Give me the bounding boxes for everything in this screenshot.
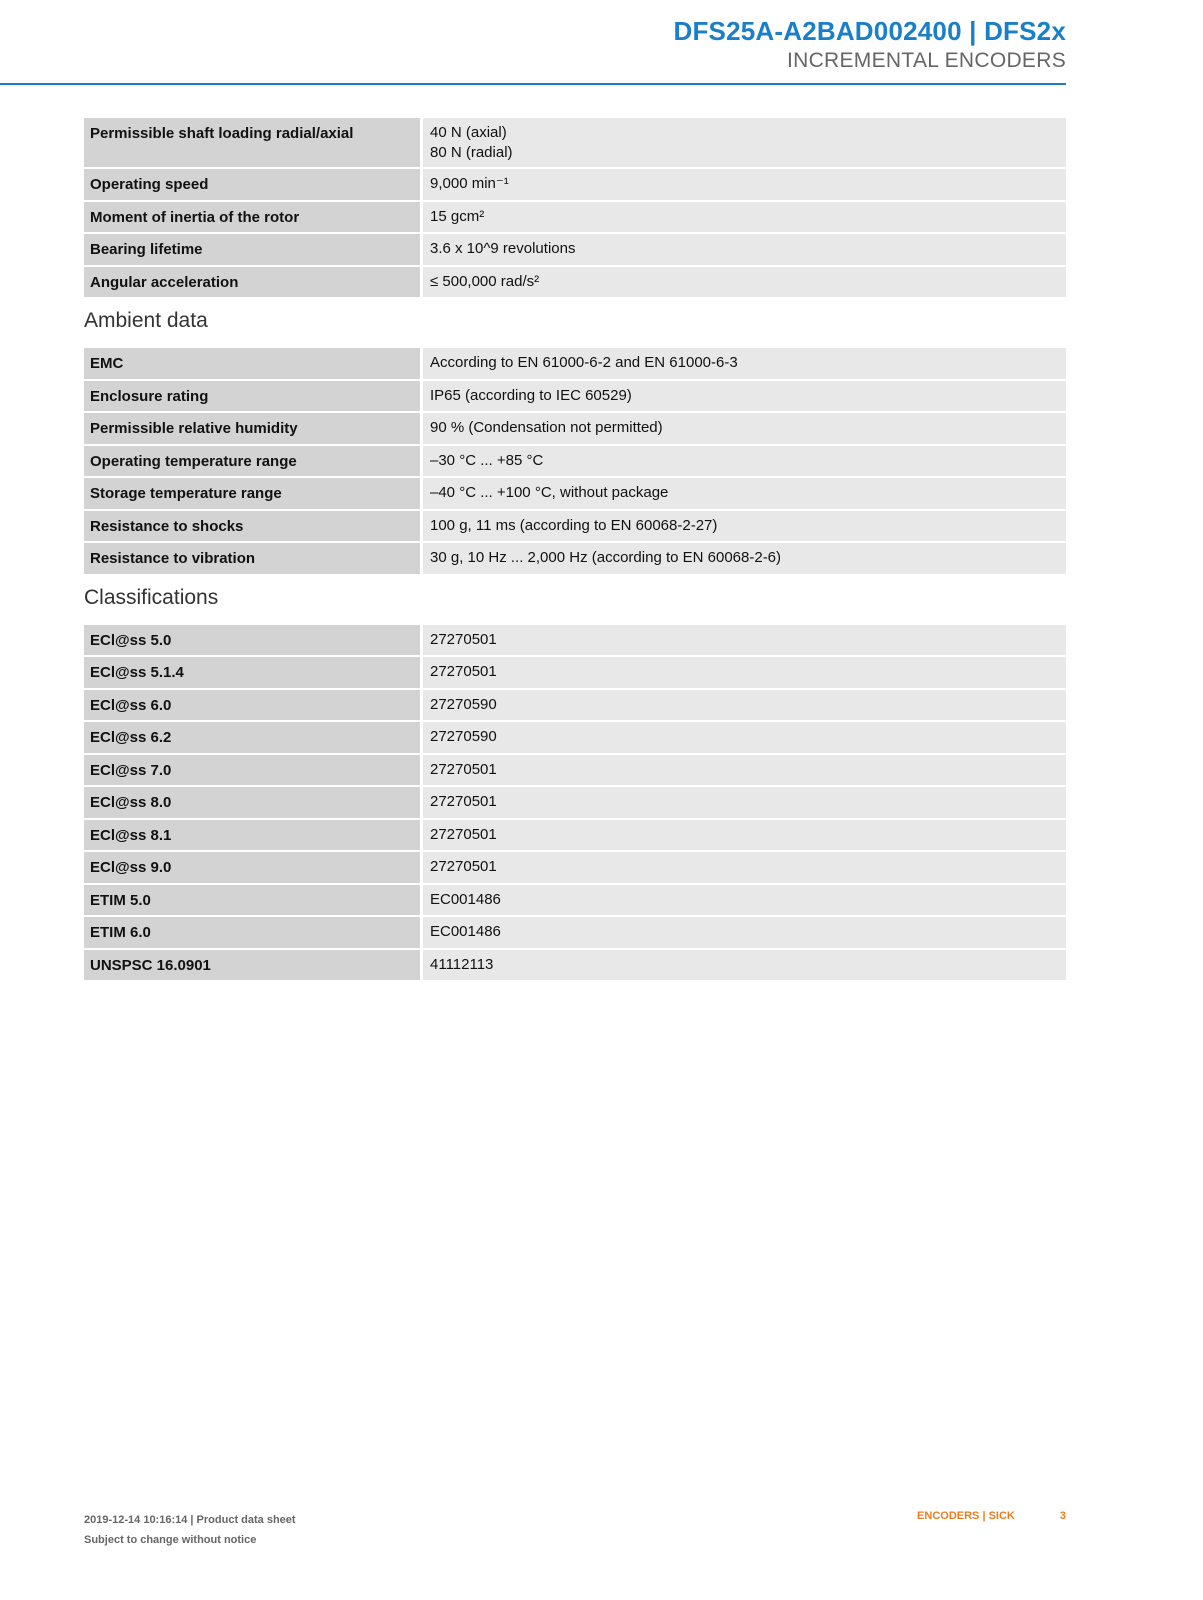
spec-label: ECl@ss 6.2 [84, 722, 423, 753]
spec-label: Permissible shaft loading radial/axial [84, 118, 423, 167]
spec-value: ≤ 500,000 rad/s² [423, 267, 1066, 298]
spec-value: 90 % (Condensation not permitted) [423, 413, 1066, 444]
product-title: DFS25A-A2BAD002400 | DFS2x [673, 16, 1066, 46]
spec-label: Operating temperature range [84, 446, 423, 477]
table-row [84, 625, 1066, 656]
table-row [84, 234, 1066, 265]
ambient-table [84, 346, 1066, 576]
spec-label: ETIM 6.0 [84, 917, 423, 948]
spec-value: –30 °C ... +85 °C [423, 446, 1066, 477]
table-row [84, 202, 1066, 233]
table-row [84, 267, 1066, 298]
spec-label: ETIM 5.0 [84, 885, 423, 916]
table-row [84, 413, 1066, 444]
spec-value: 27270501 [423, 787, 1066, 818]
spec-value-line: 40 N (axial) [430, 124, 507, 141]
header-divider [0, 83, 1066, 85]
spec-value: 30 g, 10 Hz ... 2,000 Hz (according to EN 60068-2-6) [423, 543, 1066, 574]
table-row [84, 690, 1066, 721]
table-row [84, 885, 1066, 916]
spec-value: EC001486 [423, 885, 1066, 916]
page-footer-left [84, 1510, 296, 1550]
spec-value: 41112113 [423, 950, 1066, 981]
spec-value-line: 80 N (radial) [430, 143, 513, 161]
table-row [84, 543, 1066, 574]
table-row [84, 852, 1066, 883]
datasheet-content [84, 118, 1066, 980]
table-row [84, 657, 1066, 688]
spec-value: According to EN 61000-6-2 and EN 61000-6-3 [423, 348, 1066, 379]
spec-label: ECl@ss 6.0 [84, 690, 423, 721]
table-row [84, 917, 1066, 948]
section-heading-ambient: Ambient data [84, 309, 208, 332]
spec-label: ECl@ss 5.1.4 [84, 657, 423, 688]
spec-value: 100 g, 11 ms (according to EN 60068-2-27) [423, 511, 1066, 542]
spec-value: IP65 (according to IEC 60529) [423, 381, 1066, 412]
table-row [84, 950, 1066, 981]
product-category: INCREMENTAL ENCODERS [786, 49, 1066, 72]
spec-label: Permissible relative humidity [84, 413, 423, 444]
table-row [84, 381, 1066, 412]
spec-label: Enclosure rating [84, 381, 423, 412]
spec-value: EC001486 [423, 917, 1066, 948]
spec-label: Storage temperature range [84, 478, 423, 509]
table-row [84, 787, 1066, 818]
table-row [84, 511, 1066, 542]
spec-label: Resistance to vibration [84, 543, 423, 574]
table-row [84, 446, 1066, 477]
classifications-table [84, 623, 1066, 983]
spec-label: ECl@ss 9.0 [84, 852, 423, 883]
spec-value: 27270501 [423, 657, 1066, 688]
page-footer-right [917, 1510, 1066, 1522]
footer-notice: Subject to change without notice [84, 1534, 257, 1546]
spec-label: UNSPSC 16.0901 [84, 950, 423, 981]
spec-value: 27270501 [423, 852, 1066, 883]
table-row [84, 118, 1066, 167]
table-row [84, 169, 1066, 200]
spec-label: ECl@ss 5.0 [84, 625, 423, 656]
section-heading-classifications: Classifications [84, 585, 219, 609]
spec-label: ECl@ss 8.1 [84, 820, 423, 851]
spec-label: Angular acceleration [84, 267, 423, 298]
table-row [84, 478, 1066, 509]
spec-label: Moment of inertia of the rotor [84, 202, 423, 233]
spec-value: 27270590 [423, 722, 1066, 753]
spec-value: 15 gcm² [423, 202, 1066, 233]
spec-label: Resistance to shocks [84, 511, 423, 542]
spec-value: 27270501 [423, 625, 1066, 656]
table-row [84, 820, 1066, 851]
spec-value: 9,000 min⁻¹ [423, 169, 1066, 200]
footer-date-line: 2019-12-14 10:16:14 | Product data sheet [84, 1514, 296, 1526]
page-number: 3 [1059, 1510, 1066, 1522]
spec-label: EMC [84, 348, 423, 379]
spec-label: Bearing lifetime [84, 234, 423, 265]
table-row [84, 348, 1066, 379]
table-row [84, 722, 1066, 753]
mechanics-table [84, 116, 1066, 299]
spec-label: ECl@ss 7.0 [84, 755, 423, 786]
spec-value [423, 118, 1066, 167]
spec-value: –40 °C ... +100 °C, without package [423, 478, 1066, 509]
spec-value: 27270501 [423, 820, 1066, 851]
spec-value: 3.6 x 10^9 revolutions [423, 234, 1066, 265]
page-header [673, 14, 1066, 74]
spec-value: 27270501 [423, 755, 1066, 786]
spec-label: Operating speed [84, 169, 423, 200]
spec-value: 27270590 [423, 690, 1066, 721]
table-row [84, 755, 1066, 786]
footer-brand: ENCODERS | SICK [917, 1510, 1015, 1522]
spec-label: ECl@ss 8.0 [84, 787, 423, 818]
